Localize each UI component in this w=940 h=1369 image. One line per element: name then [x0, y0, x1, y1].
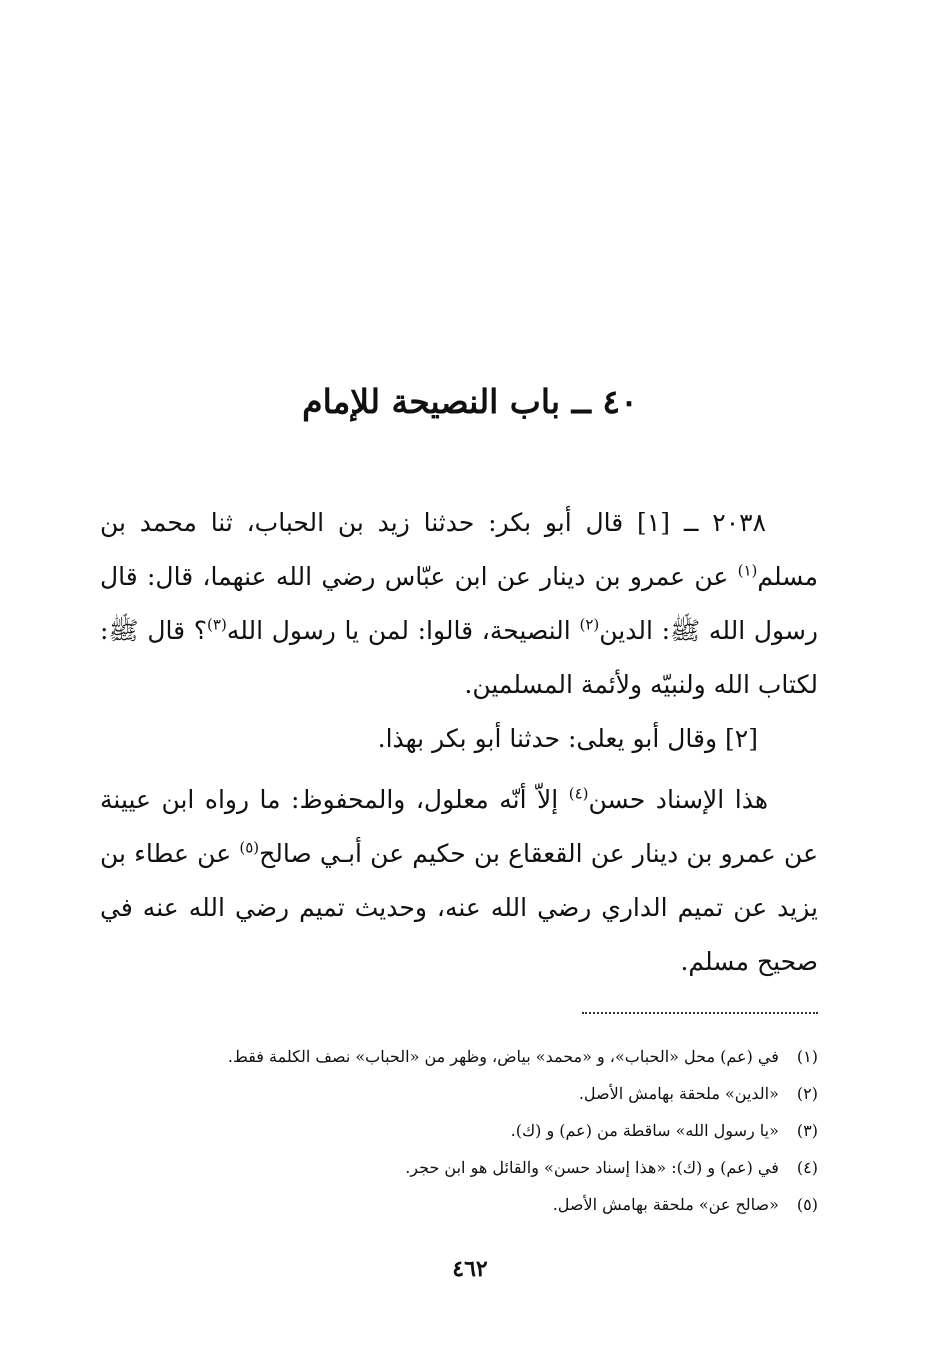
footnote-number: (٤) [796, 1158, 818, 1177]
footnote-text: «الدين» ملحقة بهامش الأصل. [578, 1084, 779, 1103]
footnote-ref-5: (٥) [239, 838, 260, 857]
second-chain-paragraph [100, 712, 818, 766]
footnote-ref-3: (٣) [207, 615, 227, 634]
hadith-number: ٢٠٣٨ ــ [683, 508, 766, 537]
page-number: ٤٦٢ [452, 1256, 488, 1282]
chapter-title: ٤٠ ــ باب النصيحة للإمام [302, 382, 638, 421]
footnote-number: (٢) [796, 1084, 818, 1103]
second-chain-text: وقال أبو يعلى: حدثنا أبو بكر بهذا. [377, 724, 718, 753]
commentary-text-part-2: إلاّ أنّه معلول، والمحفوظ: ما رواه ابن عيينة عن عمرو بن دينار عن القعقاع بن حكيم عن أبـي صالح [100, 785, 818, 868]
footnote-number: (٥) [796, 1195, 818, 1214]
footnote-text: في (عم) محل «الحباب»، و «محمد» بياض، وظهر من «الحباب» نصف الكلمة فقط. [227, 1047, 779, 1066]
footnote-text: «يا رسول الله» ساقطة من (عم) و (ك). [510, 1121, 779, 1140]
hadith-text-part-1: قال أبو بكر: حدثنا زيد بن الحباب، ثنا محمد بن مسلم [100, 508, 818, 591]
footnote-number: (١) [796, 1047, 818, 1066]
footnote-ref-1: (١) [737, 561, 758, 580]
chain-marker-2: [٢] [725, 724, 758, 753]
hadith-paragraph [100, 496, 818, 712]
footnote-item [120, 1149, 818, 1186]
hadith-text-part-2: عن عمرو بن دينار عن ابن عبّاس رضي الله عنهما، قال: قال رسول الله ﷺ: الدين [100, 562, 818, 645]
footnote-divider [582, 1012, 818, 1014]
commentary-text-part-3: عن عطاء بن يزيد عن تميم الداري رضي الله عنه، وحديث تميم رضي الله عنه في صحيح مسلم. [100, 839, 818, 976]
hadith-text-part-4: ؟ قال ﷺ: لكتاب الله ولنبيّه ولأئمة المسلمين. [100, 616, 818, 699]
hadith-text-part-3: النصيحة، قالوا: لمن يا رسول الله [226, 616, 571, 645]
footnote-text: «صالح عن» ملحقة بهامش الأصل. [552, 1195, 779, 1214]
footnote-item [120, 1038, 818, 1075]
footnote-item [120, 1186, 818, 1223]
chain-marker-1: [١] [637, 508, 671, 537]
commentary-text-part-1: هذا الإسناد حسن [588, 785, 768, 814]
footnote-number: (٣) [796, 1121, 818, 1140]
footnote-item [120, 1075, 818, 1112]
commentary-paragraph [100, 773, 818, 989]
footnote-ref-2: (٢) [579, 615, 600, 634]
footnote-ref-4: (٤) [568, 784, 589, 803]
footnote-text: في (عم) و (ك): «هذا إسناد حسن» والقائل هو ابن حجر. [405, 1158, 779, 1177]
footnote-item [120, 1112, 818, 1149]
footnote-list [120, 1038, 818, 1223]
